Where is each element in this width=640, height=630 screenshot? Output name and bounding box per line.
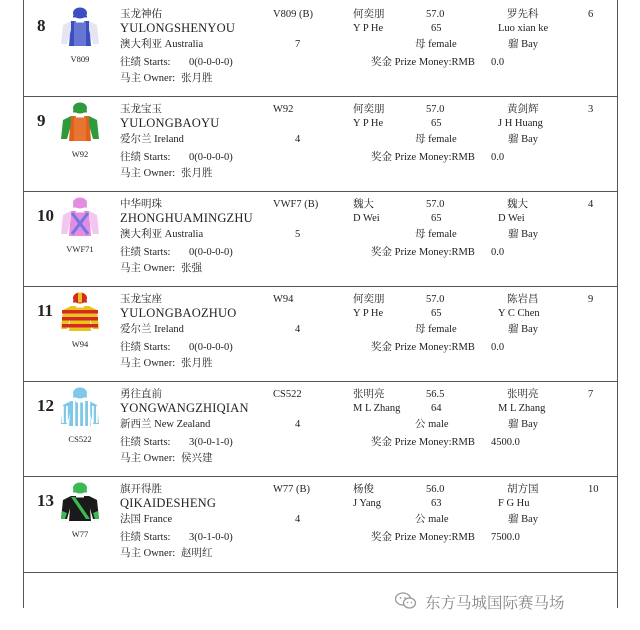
horse-origin: 爱尔兰 Ireland: [120, 134, 184, 145]
owner-value: 张月胜: [181, 358, 213, 369]
horse-code: CS522: [273, 389, 302, 400]
gate-number: 10: [588, 484, 599, 495]
horse-code: VWF7 (B): [273, 199, 319, 210]
owner-value: 张月胜: [181, 73, 213, 84]
horse-name-cn: 中华明珠: [120, 199, 162, 210]
gate-number: 3: [588, 104, 594, 115]
trainer-en: D Wei: [353, 213, 380, 224]
prize-value: 7500.0: [491, 532, 520, 543]
sex: 母 female: [415, 229, 457, 240]
jockey-silks-icon: [59, 6, 101, 54]
jockey-cn: 陈岩昌: [507, 294, 539, 305]
silks-code: VWF71: [66, 244, 94, 254]
prize-value: 0.0: [491, 152, 505, 163]
starts-label: 往绩 Starts:: [120, 152, 171, 163]
horse-origin: 澳大利亚 Australia: [120, 39, 204, 50]
row-separator: [23, 476, 618, 477]
horse-name-en: YULONGSHENYOU: [120, 21, 236, 35]
gate-number: 4: [588, 199, 594, 210]
horse-number: 12: [37, 396, 54, 415]
row-separator: [23, 381, 618, 382]
horse-name-cn: 旗开得胜: [120, 484, 162, 495]
starts-label: 往绩 Starts:: [120, 57, 171, 68]
rating: 63: [431, 498, 442, 509]
owner-value: 张月胜: [181, 168, 213, 179]
horse-name-cn: 玉龙宝座: [120, 294, 162, 305]
horse-color: 骝 Bay: [508, 229, 539, 240]
horse-number: 10: [37, 206, 54, 225]
silks-code: V809: [70, 54, 90, 64]
owner-label: 马主 Owner:: [120, 548, 176, 559]
prize-value: 4500.0: [491, 437, 520, 448]
starts-value: 0(0-0-0-0): [189, 152, 233, 163]
footer-text: 东方马城国际赛马场: [425, 594, 565, 612]
horse-entry: [23, 481, 618, 575]
jockey-silks-icon: [59, 101, 101, 149]
trainer-cn: 张明亮: [353, 389, 385, 400]
table-bottom-border: [23, 572, 618, 573]
horse-color: 骝 Bay: [508, 324, 539, 335]
jockey-silks-icon: [59, 291, 101, 339]
gate-number: 6: [588, 9, 594, 20]
starts-value: 0(0-0-0-0): [189, 57, 233, 68]
horse-color: 骝 Bay: [508, 419, 539, 430]
horse-origin: 法国 France: [120, 514, 173, 525]
horse-name-en: YONGWANGZHIQIAN: [120, 401, 249, 415]
sex: 公 male: [415, 514, 449, 525]
prize-value: 0.0: [491, 57, 505, 68]
trainer-cn: 何奕朋: [353, 104, 385, 115]
horse-code: W92: [273, 104, 294, 115]
rating: 64: [431, 403, 442, 414]
prize-label: 奖金 Prize Money:RMB: [371, 57, 475, 68]
jockey-silks-icon: [59, 386, 101, 434]
horse-origin: 新西兰 New Zealand: [120, 419, 211, 430]
row-separator: [23, 96, 618, 97]
draw-number: 4: [295, 324, 301, 335]
prize-label: 奖金 Prize Money:RMB: [371, 152, 475, 163]
jockey-silks-icon: [59, 481, 101, 529]
owner-label: 马主 Owner:: [120, 263, 176, 274]
sex: 公 male: [415, 419, 449, 430]
silks-code: W77: [71, 529, 89, 539]
sex: 母 female: [415, 39, 457, 50]
prize-value: 0.0: [491, 247, 505, 258]
owner-value: 赵明红: [181, 548, 213, 559]
starts-label: 往绩 Starts:: [120, 342, 171, 353]
prize-label: 奖金 Prize Money:RMB: [371, 437, 475, 448]
jockey-cn: 魏大: [507, 199, 528, 210]
footer-watermark: [395, 590, 625, 612]
jockey-cn: 张明亮: [507, 389, 539, 400]
draw-number: 4: [295, 134, 301, 145]
horse-number: 8: [37, 16, 46, 35]
rating: 65: [431, 213, 442, 224]
owner-label: 马主 Owner:: [120, 73, 176, 84]
weight: 57.0: [426, 104, 445, 115]
trainer-en: M L Zhang: [353, 403, 401, 414]
jockey-cn: 胡方国: [507, 484, 539, 495]
jockey-en: F G Hu: [498, 498, 530, 509]
trainer-cn: 杨俊: [353, 484, 374, 495]
jockey-en: M L Zhang: [498, 403, 546, 414]
horse-name-cn: 玉龙宝玉: [120, 104, 162, 115]
horse-name-en: YULONGBAOZHUO: [120, 306, 237, 320]
owner-label: 马主 Owner:: [120, 358, 176, 369]
owner-label: 马主 Owner:: [120, 168, 176, 179]
starts-label: 往绩 Starts:: [120, 247, 171, 258]
rating: 65: [431, 118, 442, 129]
horse-name-en: QIKAIDESHENG: [120, 496, 217, 510]
rating: 65: [431, 308, 442, 319]
jockey-en: Y C Chen: [498, 308, 540, 319]
sex: 母 female: [415, 324, 457, 335]
starts-label: 往绩 Starts:: [120, 437, 171, 448]
trainer-en: Y P He: [353, 23, 384, 34]
horse-color: 骝 Bay: [508, 514, 539, 525]
weight: 56.0: [426, 484, 445, 495]
weight: 57.0: [426, 9, 445, 20]
weight: 57.0: [426, 294, 445, 305]
draw-number: 7: [295, 39, 301, 50]
rating: 65: [431, 23, 442, 34]
horse-number: 11: [37, 301, 54, 320]
prize-value: 0.0: [491, 342, 505, 353]
prize-label: 奖金 Prize Money:RMB: [371, 247, 475, 258]
owner-value: 张强: [181, 263, 202, 274]
gate-number: 9: [588, 294, 594, 305]
jockey-en: Luo xian ke: [498, 23, 549, 34]
trainer-cn: 魏大: [353, 199, 374, 210]
horse-origin: 澳大利亚 Australia: [120, 229, 204, 240]
horse-entry: [23, 101, 618, 195]
owner-label: 马主 Owner:: [120, 453, 176, 464]
trainer-en: Y P He: [353, 308, 384, 319]
horse-color: 骝 Bay: [508, 134, 539, 145]
draw-number: 5: [295, 229, 301, 240]
horse-number: 13: [37, 491, 54, 510]
jockey-en: J H Huang: [498, 118, 543, 129]
starts-value: 3(0-0-1-0): [189, 437, 233, 448]
horse-name-cn: 玉龙神佑: [120, 9, 162, 20]
trainer-cn: 何奕朋: [353, 294, 385, 305]
trainer-en: Y P He: [353, 118, 384, 129]
gate-number: 7: [588, 389, 594, 400]
jockey-silks-icon: [59, 196, 101, 244]
starts-value: 0(0-0-0-0): [189, 342, 233, 353]
prize-label: 奖金 Prize Money:RMB: [371, 342, 475, 353]
row-separator: [23, 286, 618, 287]
jockey-en: D Wei: [498, 213, 525, 224]
horse-code: W77 (B): [273, 484, 311, 495]
sex: 母 female: [415, 134, 457, 145]
horse-name-en: ZHONGHUAMINGZHU: [120, 211, 253, 225]
wechat-logo-icon: [395, 592, 417, 610]
trainer-en: J Yang: [353, 498, 382, 509]
horse-entry: [23, 196, 618, 290]
draw-number: 4: [295, 514, 301, 525]
horse-name-en: YULONGBAOYU: [120, 116, 220, 130]
horse-color: 骝 Bay: [508, 39, 539, 50]
owner-value: 侯兴建: [181, 453, 213, 464]
horse-entry: [23, 6, 618, 100]
silks-code: CS522: [68, 434, 92, 444]
silks-code: W94: [71, 339, 89, 349]
row-separator: [23, 191, 618, 192]
horse-code: V809 (B): [273, 9, 313, 20]
weight: 56.5: [426, 389, 445, 400]
jockey-cn: 黄剑辉: [507, 104, 539, 115]
horse-entry: [23, 386, 618, 480]
prize-label: 奖金 Prize Money:RMB: [371, 532, 475, 543]
silks-code: W92: [71, 149, 89, 159]
horse-entry: [23, 291, 618, 385]
weight: 57.0: [426, 199, 445, 210]
draw-number: 4: [295, 419, 301, 430]
starts-label: 往绩 Starts:: [120, 532, 171, 543]
starts-value: 0(0-0-0-0): [189, 247, 233, 258]
horse-number: 9: [37, 111, 46, 130]
trainer-cn: 何奕朋: [353, 9, 385, 20]
horse-code: W94: [273, 294, 294, 305]
jockey-cn: 罗先科: [507, 9, 539, 20]
starts-value: 3(0-1-0-0): [189, 532, 233, 543]
horse-origin: 爱尔兰 Ireland: [120, 324, 184, 335]
horse-name-cn: 勇往直前: [120, 389, 162, 400]
